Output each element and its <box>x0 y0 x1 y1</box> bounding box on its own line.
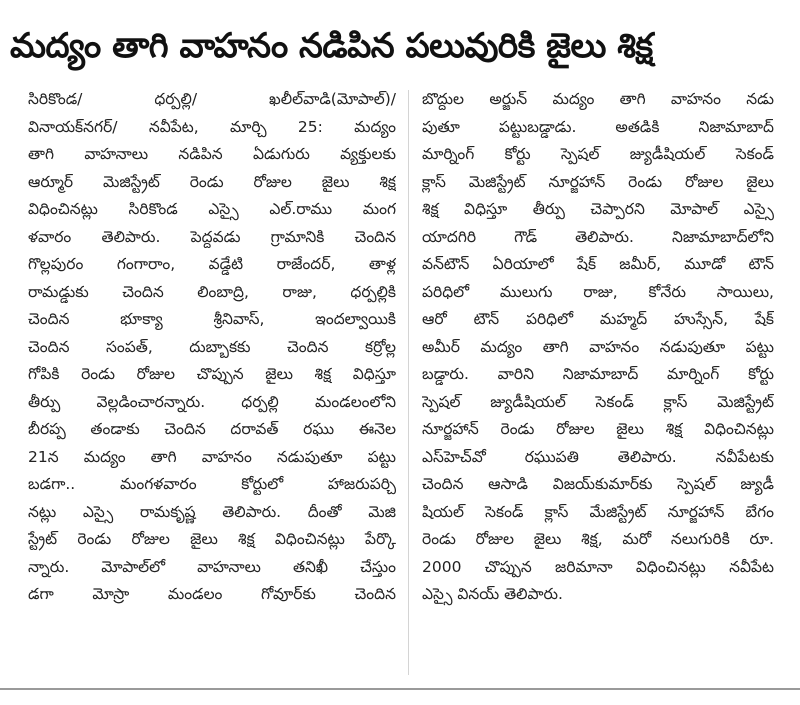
text-line: బీరప్ప తండాకు చెందిన దరావత్ రఘు ఈనెల <box>28 420 396 438</box>
text-line: నట్లు ఎస్సై రామకృష్ణ తెలిపారు. దీంతో మెజి <box>28 502 396 521</box>
text-line: వన్‌టౌన్ ఏరియాలో షేక్ జమీర్, మూడో టౌన్ <box>422 255 774 273</box>
text-line: శిక్ష విధిస్తూ తీర్పు చెప్పారని మోపాల్ ఎస్సై <box>422 200 774 218</box>
left-column <box>28 86 396 678</box>
headline: మద్యం తాగి వాహనం నడిపిన పలువురికి జైలు శిక్ష <box>10 26 653 66</box>
text-line: 2000 చొప్పున జరిమానా విధించినట్లు నవీపేట <box>422 557 774 576</box>
text-line: తీర్పు వెల్లడించారన్నారు. ధర్పల్లి మండలంలోని <box>28 392 396 411</box>
text-line: ఆర్మూర్ మెజిస్ట్రేట్ రెండు రోజుల జైలు శిక్ష <box>28 172 396 191</box>
text-line: గొల్లపురం గంగారాం, వడ్డేటి రాజేందర్, తాళ్ల <box>28 255 396 273</box>
text-line: చెందిన భూక్యా శ్రీనివాస్, ఇందల్వాయికి <box>28 310 396 328</box>
text-line: షియల్ సెకండ్ క్లాస్ మేజిస్ట్రేట్ నూర్జహాన్ బేగం <box>422 502 774 521</box>
column-divider <box>408 90 409 675</box>
text-line: 21న మద్యం తాగి వాహనం నడుపుతూ పట్టు <box>28 447 396 466</box>
text-line: మార్నింగ్ కోర్టు స్పెషల్ జ్యుడీషియల్ సెకండ్ <box>422 145 774 163</box>
text-line: ఎస్సై వినయ్ తెలిపారు. <box>422 585 563 603</box>
text-line: పుతూ పట్టుబడ్డాడు. అతడికి నిజామాబాద్ <box>422 117 774 136</box>
text-line: నూర్జహాన్ రెండు రోజుల జైలు శిక్ష విధించినట్లు <box>422 420 774 438</box>
text-line: అమీర్ మద్యం తాగి వాహనం నడుపుతూ పట్టు <box>422 337 774 356</box>
text-line: విధించినట్లు సిరికొండ ఎస్సై ఎల్.రాము మంగ <box>28 200 396 218</box>
text-line: సిరికొండ/ ధర్పల్లి/ ఖలీల్‌వాడి(మోపాల్)/ <box>28 90 396 108</box>
text-line: ఆరో టౌన్ పరిధిలో మహ్మద్ హుస్సేన్, షేక్ <box>422 310 774 328</box>
text-line: వినాయక్‌నగర్/ నవీపేట, మార్చి 25: మద్యం <box>28 117 396 136</box>
text-line: ళవారం తెలిపారు. పెద్దవడు గ్రామానికి చెందిన <box>28 227 396 246</box>
text-line: రామడ్డుకు చెందిన లింబాద్రి, రాజు, ధర్పల్లికి <box>28 282 396 301</box>
text-line: చెందిన సంపత్, దుబ్బాకకు చెందిన కర్రోల్ల <box>28 337 396 356</box>
text-line: స్ట్రేట్ రెండు రోజుల జైలు శిక్ష విధించినట్లు పేర్కొ <box>28 530 396 548</box>
text-line: రెండు రోజుల జైలు శిక్ష, మరో నలుగురికి రూ. <box>422 530 774 548</box>
text-line: డగా మోస్రా మండలం గోవూర్‌కు చెందిన <box>28 585 396 603</box>
text-line: చెందిన ఆసాడి విజయ్‌కుమార్‌కు స్పెషల్ జ్యుడీ <box>422 475 774 493</box>
text-line: క్లాస్ మెజిస్ట్రేట్ నూర్జహాన్ రెండు రోజుల జైలు <box>422 172 774 191</box>
text-line: బడ్డారు. వారిని నిజామాబాద్ మార్నింగ్ కోర్టు <box>422 365 774 383</box>
text-line: న్నారు. మోపాల్‌లో వాహనాలు తనిఖీ చేస్తుం <box>28 557 396 576</box>
bottom-border <box>0 688 800 690</box>
text-line: గోపికి రెండు రోజుల చొప్పున జైలు శిక్ష విధిస్తూ <box>28 365 396 383</box>
text-line: బడగా.. మంగళవారం కోర్టులో హాజరుపర్చి <box>28 475 396 493</box>
text-line: ఎస్‌హెచ్‌వో రఘుపతి తెలిపారు. నవీపేటకు <box>422 447 774 466</box>
text-line: యాదగిరి గౌడ్ తెలిపారు. నిజామాబాద్‌లోని <box>422 227 774 246</box>
text-line: పరిధిలో ములుగు రాజు, కోనేరు సాయిలు, <box>422 282 774 301</box>
text-line: తాగి వాహనాలు నడిపిన ఏడుగురు వ్యక్తులకు <box>28 145 396 163</box>
right-column <box>422 86 774 678</box>
text-line: బొద్దుల అర్జున్ మద్యం తాగి వాహనం నడు <box>422 90 774 108</box>
text-line: స్పెషల్ జ్యుడీషియల్ సెకండ్ క్లాస్ మెజిస్ట్రేట్ <box>422 392 774 411</box>
